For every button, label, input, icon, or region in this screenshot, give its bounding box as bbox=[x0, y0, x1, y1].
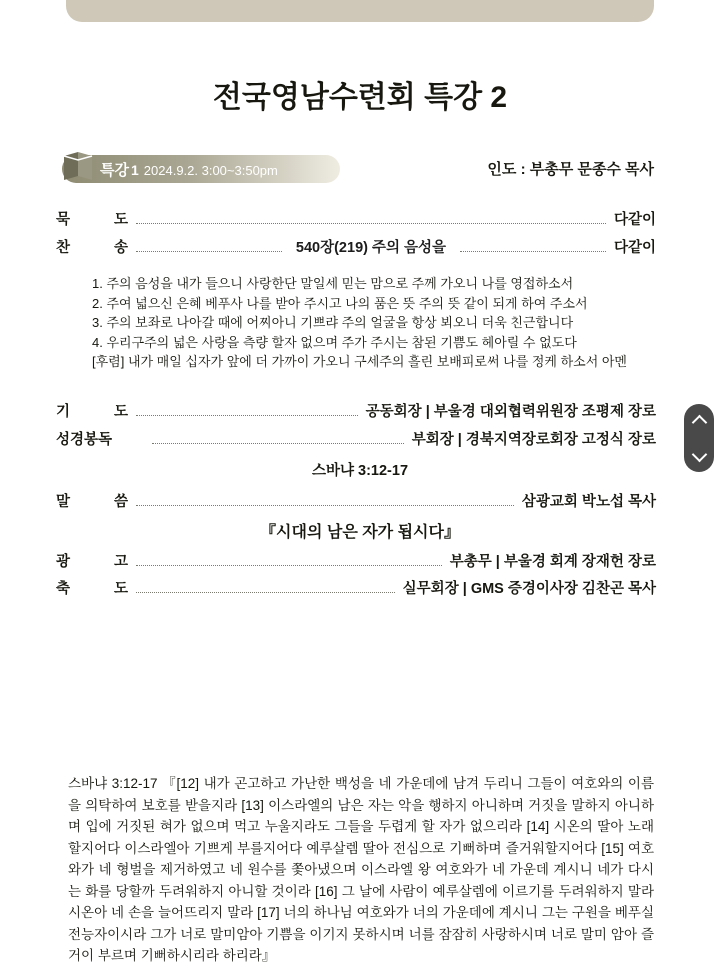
program-row-benediction bbox=[56, 576, 656, 598]
dot-leader bbox=[152, 432, 404, 444]
program-row-meditation bbox=[56, 207, 656, 229]
book-icon bbox=[60, 150, 96, 184]
hymn-verse: 3. 주의 보좌로 나아갈 때에 어찌아니 기쁘랴 주의 얼굴을 항상 뵈오니 더욱 친근합니다 bbox=[92, 315, 574, 330]
program-label bbox=[56, 400, 128, 421]
program-label-a: 묵 bbox=[56, 211, 71, 228]
program-label-a: 광 bbox=[56, 553, 71, 570]
program-label bbox=[56, 236, 128, 257]
scripture-passage: 스바냐 3:12-17 『[12] 내가 곤고하고 가난한 백성을 네 가운데에 남겨 두리니 그들이 여호와의 이름을 의탁하여 보호를 받을지라 [13] 이스라엘의 남은 자는 악을 행하지 아니하며 거짓을 말하지 아니하며 입에 거짓된 혀가 없으며 먹고 누울지라도 그들을 두렵게 할 자가 없으리라 [14] 시온의 딸아 노래할지어다 이스라엘아 기쁘게 부를지어다 예루살렘 딸아 전심으로 기뻐하며 즐거워할지어다 [15] 여호와가 네 형벌을 제거하였고 네 원수를 쫓아냈으며 이스라엘 왕 여호와가 네 가운데 계시니 네가 다시는 화를 당할까 두려워하지 아니할 것이라 [16] 그 날에 사람이 예루살렘에 이르기를 두려워하지 말라 시온아 네 손을 늘어뜨리지 말라 [17] 너의 하나님 여호와가 너의 가운데에 계시니 그는 구원을 베푸실 전능자이시라 그가 너로 말미암아 기쁨을 이기지 못하시며 너를 잠잠히 사랑하시며 너로 말미 암아 즐거이 부르며 기뻐하시리라 하리라』 bbox=[68, 776, 654, 963]
session-label-text: 특강 bbox=[100, 162, 129, 179]
dot-leader bbox=[136, 212, 606, 224]
program-label-b: 씀 bbox=[113, 493, 128, 510]
chevron-down-icon[interactable] bbox=[692, 448, 706, 462]
hymn-verse: 4. 우리구주의 넓은 사랑을 측량 할자 없으며 주가 주시는 참된 기쁨도 헤아릴 수 없도다 bbox=[92, 334, 577, 350]
page-title: 전국영남수련회 특강 2 bbox=[212, 81, 508, 114]
session-time: 2024.9.2. 3:00~3:50pm bbox=[143, 163, 278, 178]
hymn-title: 540장(219) 주의 음성을 bbox=[295, 239, 447, 256]
program-person: 부회장 | 경북지역장로회장 고정식 장로 bbox=[411, 431, 656, 448]
program-label bbox=[56, 550, 128, 571]
hymn-verse: 1. 주의 음성을 내가 들으니 사랑한단 말일세 믿는 맘으로 주께 가오니 나를 영접하소서 bbox=[92, 276, 574, 291]
program-person: 실무회장 | GMS 증경이사장 김찬곤 목사 bbox=[402, 580, 656, 597]
program-label-b: 고 bbox=[113, 553, 128, 570]
program-label-b: 송 bbox=[113, 239, 128, 256]
program-row-prayer bbox=[56, 399, 656, 421]
top-rounded-bar bbox=[66, 0, 654, 22]
program-label-b: 도 bbox=[113, 580, 128, 597]
program-person: 삼광교회 박노섭 목사 bbox=[521, 493, 656, 510]
hymn-verses bbox=[92, 274, 652, 372]
session-label bbox=[100, 159, 278, 180]
program-label bbox=[56, 490, 128, 511]
program-label-a: 축 bbox=[56, 580, 71, 597]
hymn-verse: 2. 주여 넓으신 은혜 베푸사 나를 받아 주시고 나의 품은 뜻 주의 뜻 같이 되게 하여 주소서 bbox=[92, 295, 588, 311]
dot-leader bbox=[136, 240, 282, 252]
dot-leader bbox=[136, 404, 358, 416]
chevron-up-icon[interactable] bbox=[692, 414, 706, 428]
program-label-a: 찬 bbox=[56, 239, 71, 256]
program-person: 다같이 bbox=[613, 211, 656, 228]
session-number: 1 bbox=[130, 162, 139, 178]
hymn-refrain: [후렴] 내가 매일 십자가 앞에 더 가까이 가오니 구세주의 흘린 보배피로써 나를 정케 하소서 아멘 bbox=[92, 354, 627, 369]
program-person: 부총무 | 부울경 회계 장재헌 장로 bbox=[449, 553, 656, 570]
dot-leader bbox=[136, 554, 442, 566]
program-label bbox=[56, 208, 128, 229]
session-leader: 인도 : 부총무 문종수 목사 bbox=[487, 161, 654, 178]
program-label bbox=[56, 577, 128, 598]
program-row-sermon bbox=[56, 489, 656, 511]
scripture-reference: 스바냐 3:12-17 bbox=[311, 463, 409, 479]
program-label-b: 도 bbox=[113, 211, 128, 228]
program-row-announcement bbox=[56, 549, 656, 571]
sermon-title: 『시대의 남은 자가 됩시다』 bbox=[260, 524, 460, 541]
program-person: 공동회장 | 부울경 대외협력위원장 조평제 장로 bbox=[365, 403, 656, 420]
program-row-hymn bbox=[56, 235, 656, 257]
program-label-a: 말 bbox=[56, 493, 71, 510]
program-person: 다같이 bbox=[613, 239, 656, 256]
program-row-scripture-reading bbox=[56, 427, 656, 449]
dot-leader bbox=[136, 494, 514, 506]
program-label: 성경봉독 bbox=[56, 431, 113, 448]
program-label-a: 기 bbox=[56, 403, 71, 420]
dot-leader bbox=[460, 240, 606, 252]
dot-leader bbox=[136, 581, 395, 593]
scroll-control[interactable] bbox=[684, 404, 714, 472]
program-label-b: 도 bbox=[113, 403, 128, 420]
